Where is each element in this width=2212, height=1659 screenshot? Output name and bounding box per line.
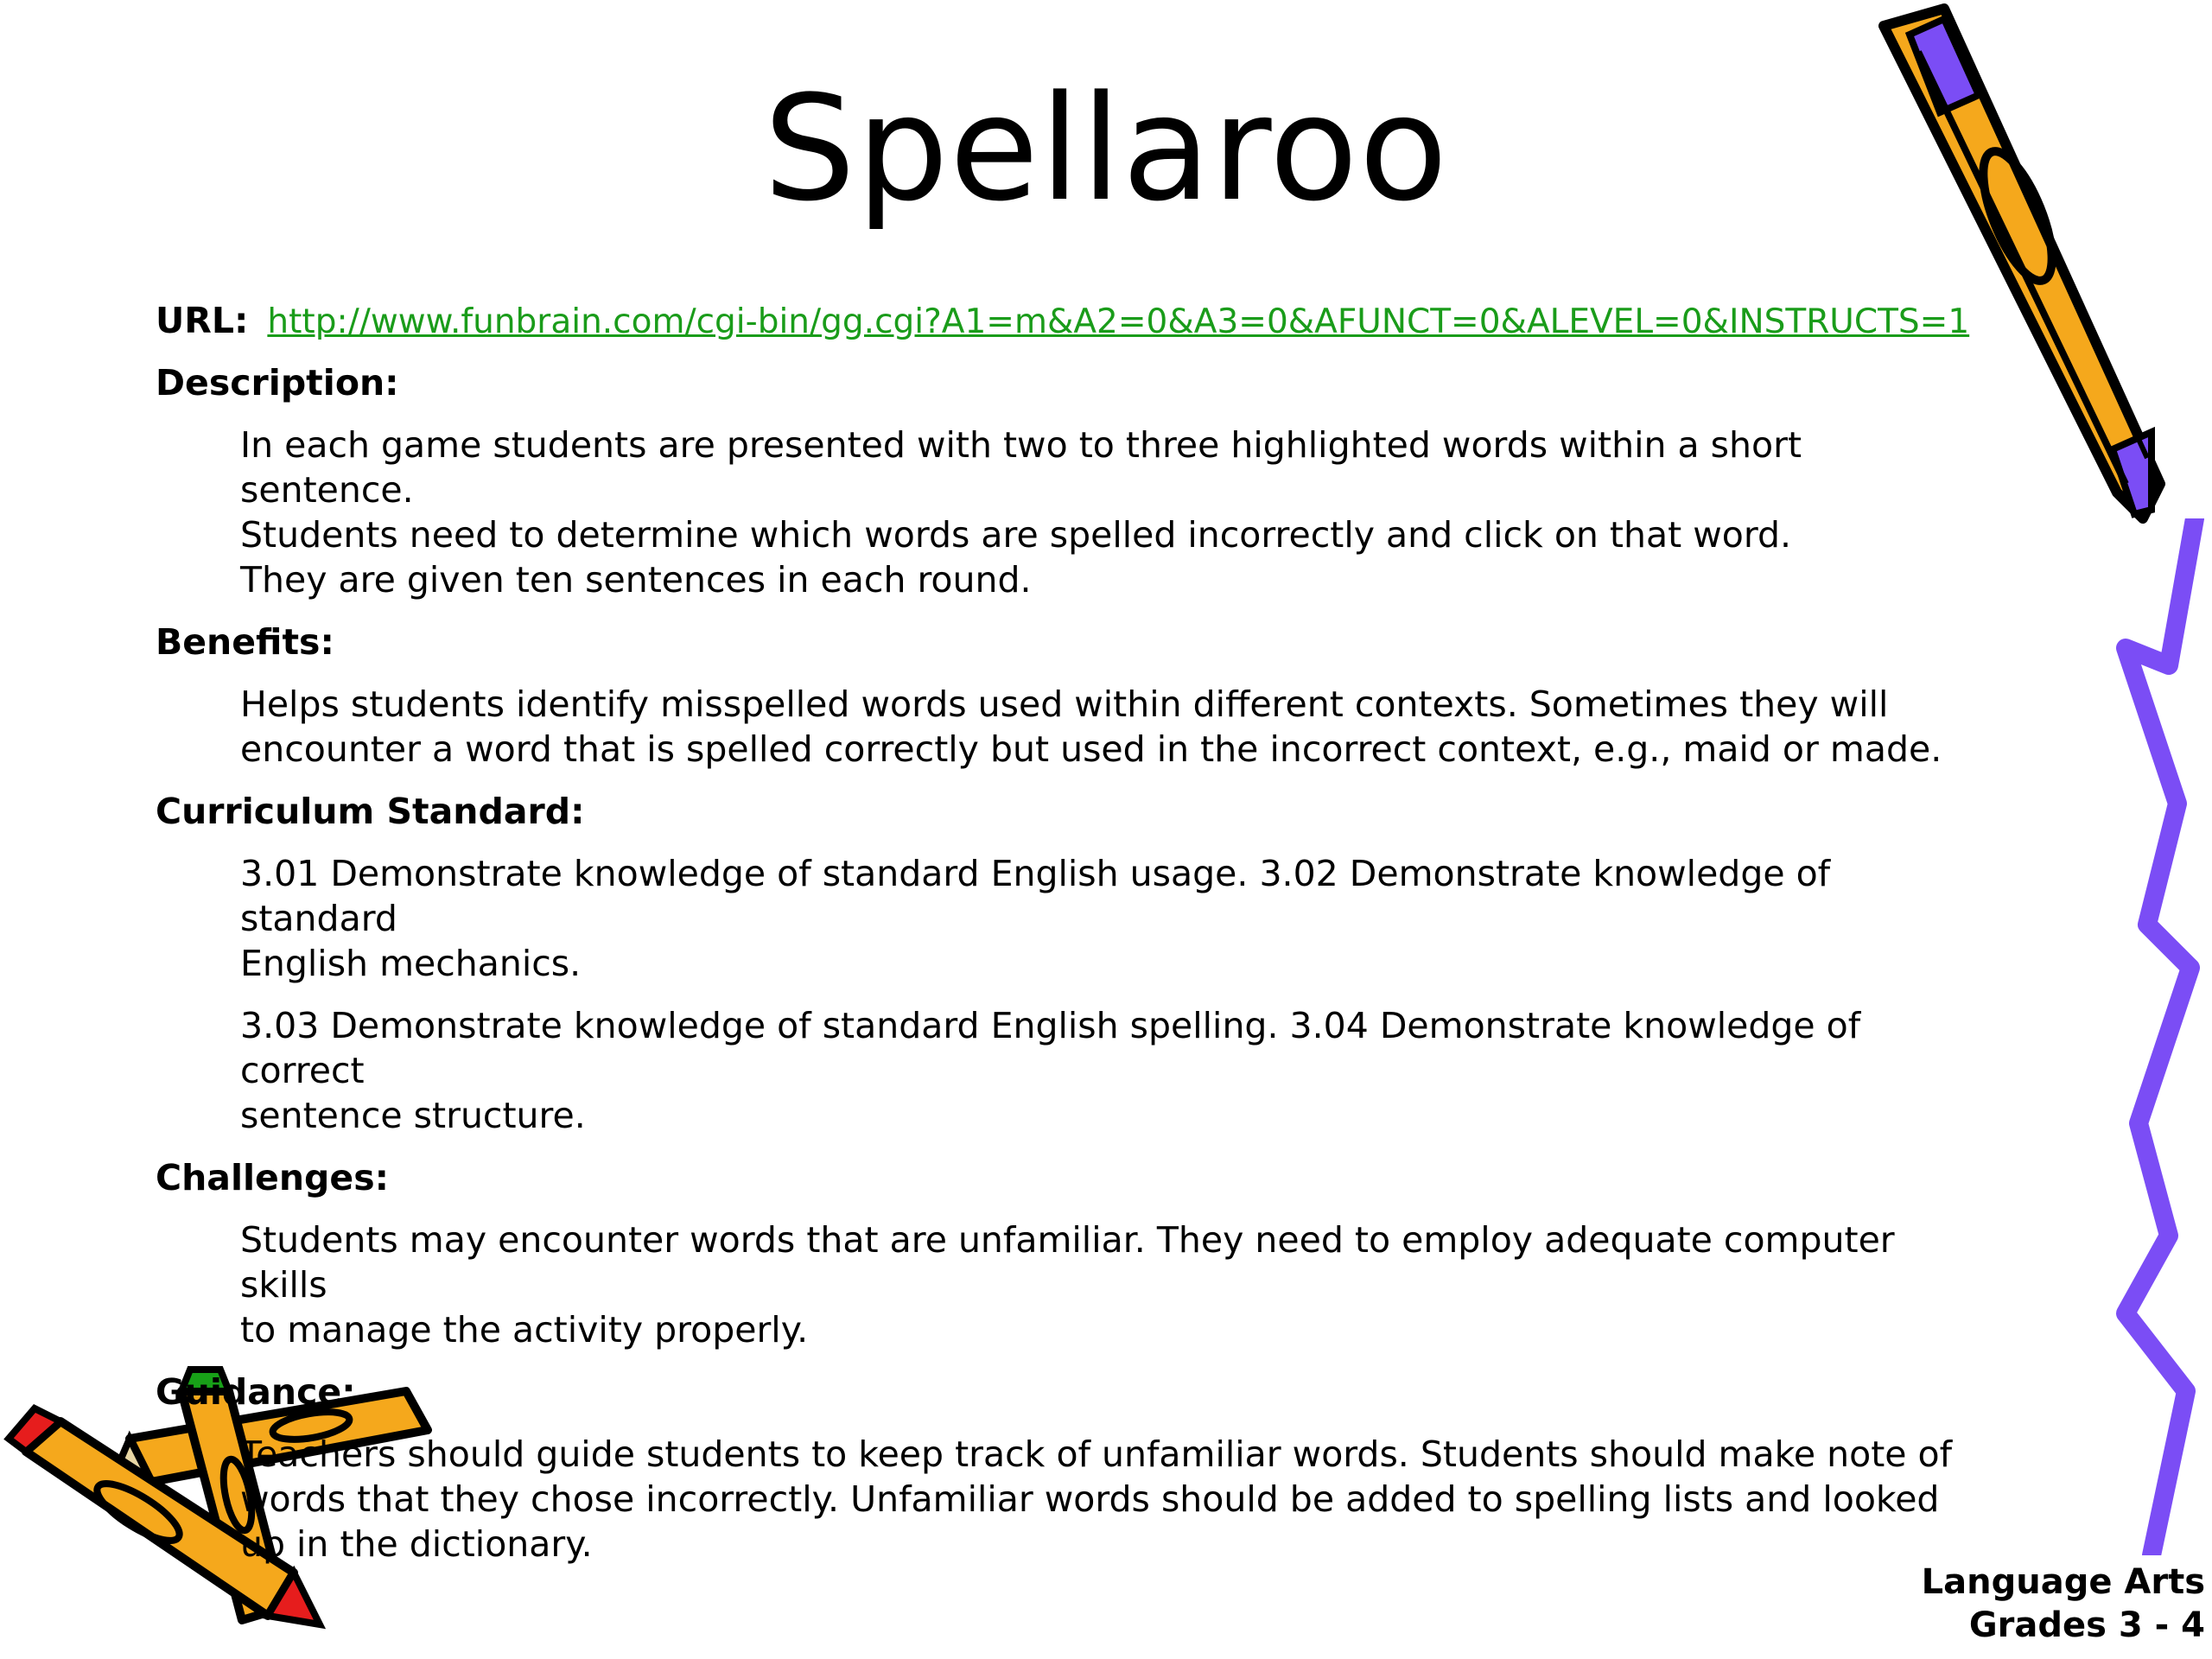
curriculum-line: 3.03 Demonstrate knowledge of standard English spelling. 3.04 Demonstrate knowledge of correct bbox=[240, 1005, 1861, 1091]
description-body bbox=[240, 423, 1968, 602]
curriculum-line: 3.01 Demonstrate knowledge of standard English usage. 3.02 Demonstrate knowledge of standard bbox=[240, 853, 1831, 939]
description-line: Students need to determine which words are spelled incorrectly and click on that word. bbox=[240, 514, 1792, 556]
challenges-body bbox=[240, 1217, 1968, 1352]
description-line: They are given ten sentences in each round. bbox=[240, 559, 1032, 601]
guidance-line: up in the dictionary. bbox=[240, 1523, 593, 1565]
purple-ribbon-decoration bbox=[2100, 518, 2212, 1555]
description-heading: Description: bbox=[156, 362, 399, 404]
curriculum-paragraph bbox=[240, 1003, 1968, 1138]
guidance-body bbox=[240, 1432, 1968, 1567]
benefits-body bbox=[240, 682, 1968, 772]
challenges-heading: Challenges: bbox=[156, 1157, 390, 1198]
benefits-heading: Benefits: bbox=[156, 621, 334, 663]
challenges-line: Students may encounter words that are unfamiliar. They need to employ adequate computer skills bbox=[240, 1219, 1895, 1306]
game-url-link[interactable]: http://www.funbrain.com/cgi-bin/gg.cgi?A1=m&A2=0&A3=0&AFUNCT=0&ALEVEL=0&INSTRUCTS=1 bbox=[267, 302, 1970, 341]
page-title: Spellaroo bbox=[763, 64, 1449, 233]
curriculum-heading: Curriculum Standard: bbox=[156, 791, 585, 832]
challenges-line: to manage the activity properly. bbox=[240, 1309, 809, 1351]
guidance-heading: Guidance: bbox=[156, 1371, 356, 1413]
benefits-line: encounter a word that is spelled correctly but used in the incorrect context, e.g., maid or made. bbox=[240, 728, 1942, 770]
footer-subject-grade bbox=[1922, 1560, 2205, 1647]
ribbon-path bbox=[2126, 518, 2195, 1555]
curriculum-paragraph bbox=[240, 851, 1968, 986]
curriculum-line: English mechanics. bbox=[240, 943, 582, 984]
content-body bbox=[156, 298, 1987, 1584]
description-line: In each game students are presented with two to three highlighted words within a short sentence. bbox=[240, 424, 1802, 511]
benefits-line: Helps students identify misspelled words used within different contexts. Sometimes they will bbox=[240, 683, 1889, 725]
guidance-line: Teachers should guide students to keep track of unfamiliar words. Students should make note of bbox=[240, 1433, 1953, 1475]
curriculum-body bbox=[240, 851, 1968, 1138]
url-label: URL: bbox=[156, 300, 249, 341]
guidance-line: words that they chose incorrectly. Unfamiliar words should be added to spelling lists and looked bbox=[240, 1478, 1940, 1520]
footer-grades: Grades 3 - 4 bbox=[1968, 1605, 2205, 1645]
url-row bbox=[156, 298, 1987, 345]
curriculum-line: sentence structure. bbox=[240, 1095, 586, 1136]
footer-subject: Language Arts bbox=[1921, 1562, 2205, 1602]
